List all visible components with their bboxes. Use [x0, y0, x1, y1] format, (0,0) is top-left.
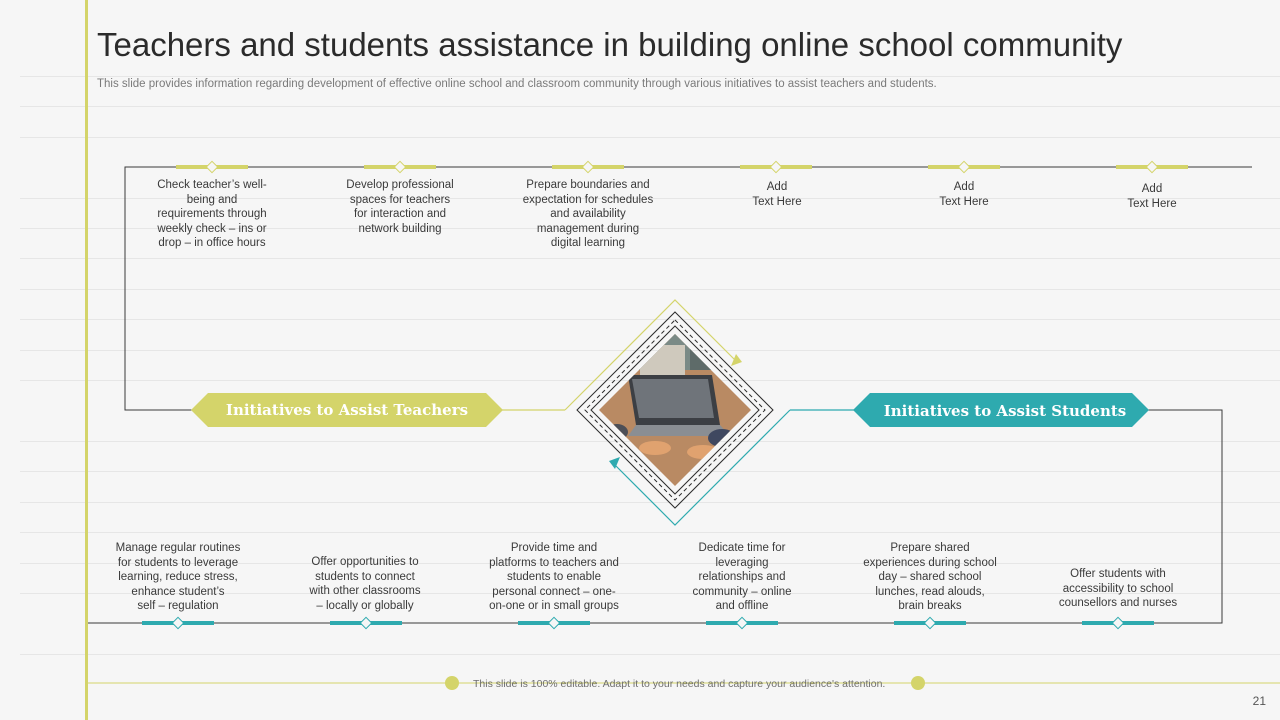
student-item-4: Dedicate time for leveraging relationships and community – online and offline [692, 542, 792, 612]
page-title: Teachers and students assistance in building online school community [97, 26, 1123, 63]
teacher-item-4: Add Text Here [752, 181, 802, 208]
page-subtitle: This slide provides information regarding development of effective online school and classroom community through various initiatives to assist teachers and students. [97, 78, 937, 90]
teacher-item-3: Prepare boundaries and expectation for schedules and availability management during digital learning [522, 179, 654, 249]
teacher-item-5: Add Text Here [939, 181, 989, 208]
teachers-banner-label: Initiatives to Assist Teachers [225, 401, 469, 419]
student-item-3: Provide time and platforms to teachers and students to enable personal connect – one- on-one or in small groups [489, 542, 619, 612]
footer-dot-right [911, 676, 925, 690]
student-item-6: Offer students with accessibility to school counsellors and nurses [1058, 568, 1178, 609]
teacher-item-1: Check teacher’s well- being and requirements through weekly check – ins or drop – in office hours [157, 179, 267, 249]
students-banner-label: Initiatives to Assist Students [883, 402, 1127, 420]
student-item-2: Offer opportunities to students to connect with other classrooms – locally or globally [309, 556, 421, 612]
footer-dot-left [445, 676, 459, 690]
student-item-1: Manage regular routines for students to leverage learning, reduce stress, enhance student’s self – regulation [115, 542, 241, 612]
teacher-item-2: Develop professional spaces for teachers for interaction and network building [346, 179, 454, 235]
page-number: 21 [1252, 694, 1266, 708]
teacher-item-6: Add Text Here [1127, 183, 1177, 210]
footer-note: This slide is 100% editable. Adapt it to your needs and capture your audience's attention. [473, 678, 886, 690]
student-item-5: Prepare shared experiences during school day – shared school lunches, read alouds, brain breaks [863, 542, 997, 612]
